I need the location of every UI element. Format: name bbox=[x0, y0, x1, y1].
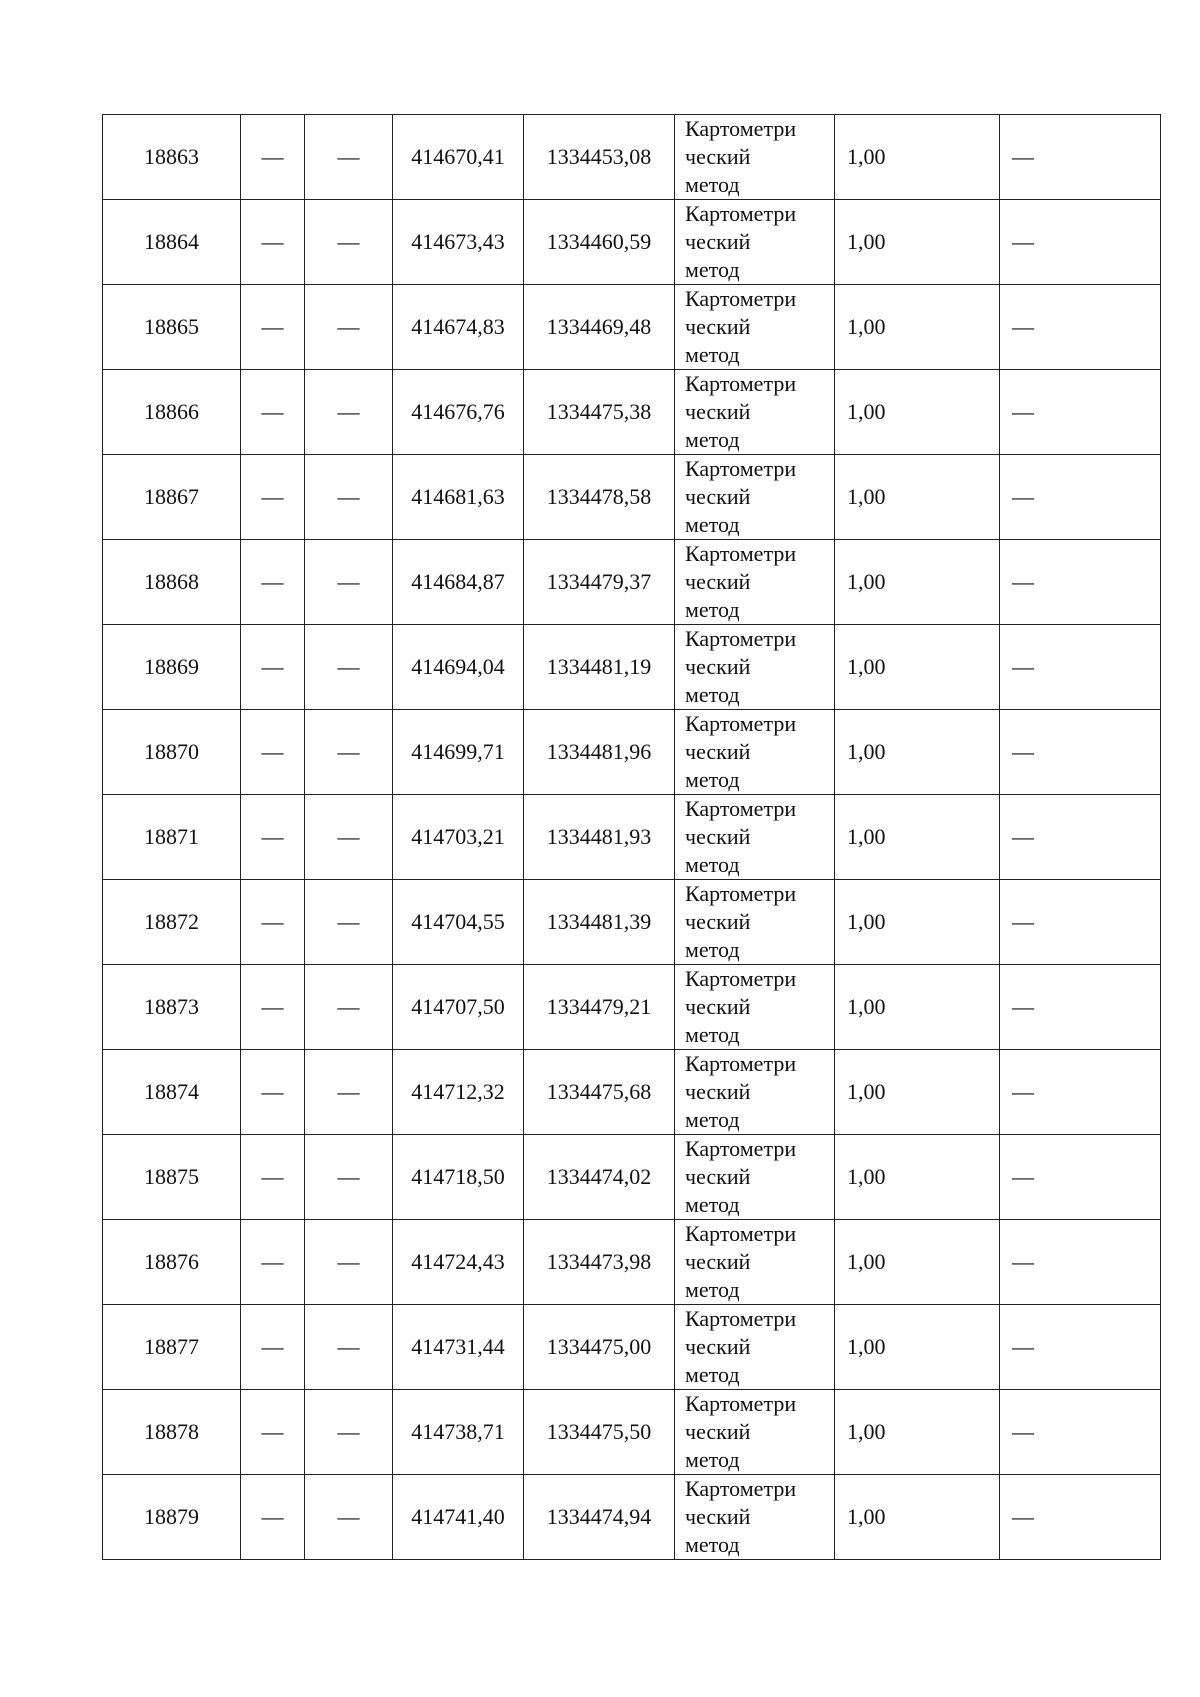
cell-accuracy: 1,00 bbox=[835, 200, 1000, 285]
cell-y: 1334479,37 bbox=[524, 540, 675, 625]
cell-last: — bbox=[1000, 1220, 1161, 1305]
cell-col3: — bbox=[305, 795, 393, 880]
cell-last: — bbox=[1000, 795, 1161, 880]
method-text: Картометри ческий метод bbox=[685, 1221, 797, 1302]
cell-method bbox=[675, 285, 835, 370]
cell-y: 1334481,93 bbox=[524, 795, 675, 880]
table-row bbox=[103, 370, 1161, 455]
cell-method bbox=[675, 540, 835, 625]
cell-point-number: 18863 bbox=[103, 115, 241, 200]
cell-y: 1334475,68 bbox=[524, 1050, 675, 1135]
cell-col2: — bbox=[241, 710, 305, 795]
cell-col3: — bbox=[305, 625, 393, 710]
cell-y: 1334460,59 bbox=[524, 200, 675, 285]
cell-last: — bbox=[1000, 1390, 1161, 1475]
cell-point-number: 18878 bbox=[103, 1390, 241, 1475]
cell-x: 414707,50 bbox=[393, 965, 524, 1050]
method-text: Картометри ческий метод bbox=[685, 881, 797, 962]
cell-x: 414684,87 bbox=[393, 540, 524, 625]
table-row bbox=[103, 1390, 1161, 1475]
cell-col2: — bbox=[241, 1475, 305, 1560]
cell-accuracy: 1,00 bbox=[835, 1390, 1000, 1475]
method-text: Картометри ческий метод bbox=[685, 626, 797, 707]
table-row bbox=[103, 1220, 1161, 1305]
cell-method bbox=[675, 455, 835, 540]
cell-accuracy: 1,00 bbox=[835, 795, 1000, 880]
cell-last: — bbox=[1000, 710, 1161, 795]
cell-col3: — bbox=[305, 1305, 393, 1390]
cell-col2: — bbox=[241, 285, 305, 370]
cell-accuracy: 1,00 bbox=[835, 710, 1000, 795]
cell-y: 1334473,98 bbox=[524, 1220, 675, 1305]
method-text: Картометри ческий метод bbox=[685, 116, 797, 197]
table-body bbox=[103, 115, 1161, 1560]
cell-accuracy: 1,00 bbox=[835, 285, 1000, 370]
table-row bbox=[103, 880, 1161, 965]
cell-method bbox=[675, 1220, 835, 1305]
method-text: Картометри ческий метод bbox=[685, 1051, 797, 1132]
cell-y: 1334475,38 bbox=[524, 370, 675, 455]
cell-col3: — bbox=[305, 965, 393, 1050]
cell-x: 414673,43 bbox=[393, 200, 524, 285]
table-row bbox=[103, 540, 1161, 625]
method-text: Картометри ческий метод bbox=[685, 201, 797, 282]
cell-x: 414670,41 bbox=[393, 115, 524, 200]
method-text: Картометри ческий метод bbox=[685, 711, 797, 792]
cell-point-number: 18872 bbox=[103, 880, 241, 965]
cell-last: — bbox=[1000, 1475, 1161, 1560]
cell-accuracy: 1,00 bbox=[835, 1135, 1000, 1220]
cell-accuracy: 1,00 bbox=[835, 965, 1000, 1050]
cell-col3: — bbox=[305, 200, 393, 285]
cell-accuracy: 1,00 bbox=[835, 1050, 1000, 1135]
cell-col3: — bbox=[305, 880, 393, 965]
cell-point-number: 18865 bbox=[103, 285, 241, 370]
cell-y: 1334478,58 bbox=[524, 455, 675, 540]
cell-col2: — bbox=[241, 115, 305, 200]
cell-method bbox=[675, 370, 835, 455]
cell-col2: — bbox=[241, 795, 305, 880]
cell-last: — bbox=[1000, 540, 1161, 625]
cell-col2: — bbox=[241, 1050, 305, 1135]
cell-x: 414724,43 bbox=[393, 1220, 524, 1305]
cell-method bbox=[675, 115, 835, 200]
cell-col2: — bbox=[241, 625, 305, 710]
cell-accuracy: 1,00 bbox=[835, 540, 1000, 625]
cell-col2: — bbox=[241, 965, 305, 1050]
cell-col2: — bbox=[241, 1305, 305, 1390]
cell-x: 414738,71 bbox=[393, 1390, 524, 1475]
cell-last: — bbox=[1000, 965, 1161, 1050]
cell-x: 414674,83 bbox=[393, 285, 524, 370]
cell-last: — bbox=[1000, 1050, 1161, 1135]
cell-point-number: 18866 bbox=[103, 370, 241, 455]
cell-y: 1334479,21 bbox=[524, 965, 675, 1050]
cell-method bbox=[675, 795, 835, 880]
cell-col3: — bbox=[305, 710, 393, 795]
cell-point-number: 18876 bbox=[103, 1220, 241, 1305]
cell-col2: — bbox=[241, 200, 305, 285]
method-text: Картометри ческий метод bbox=[685, 1476, 797, 1557]
cell-x: 414718,50 bbox=[393, 1135, 524, 1220]
method-text: Картометри ческий метод bbox=[685, 966, 797, 1047]
cell-y: 1334474,94 bbox=[524, 1475, 675, 1560]
method-text: Картометри ческий метод bbox=[685, 796, 797, 877]
cell-last: — bbox=[1000, 1135, 1161, 1220]
cell-point-number: 18869 bbox=[103, 625, 241, 710]
cell-last: — bbox=[1000, 455, 1161, 540]
cell-point-number: 18879 bbox=[103, 1475, 241, 1560]
method-text: Картометри ческий метод bbox=[685, 1391, 797, 1472]
cell-point-number: 18870 bbox=[103, 710, 241, 795]
method-text: Картометри ческий метод bbox=[685, 286, 797, 367]
method-text: Картометри ческий метод bbox=[685, 371, 797, 452]
cell-x: 414694,04 bbox=[393, 625, 524, 710]
table-row bbox=[103, 710, 1161, 795]
cell-last: — bbox=[1000, 1305, 1161, 1390]
cell-col2: — bbox=[241, 880, 305, 965]
cell-x: 414703,21 bbox=[393, 795, 524, 880]
method-text: Картометри ческий метод bbox=[685, 1306, 797, 1387]
cell-accuracy: 1,00 bbox=[835, 370, 1000, 455]
cell-col2: — bbox=[241, 455, 305, 540]
table-row bbox=[103, 1050, 1161, 1135]
cell-point-number: 18873 bbox=[103, 965, 241, 1050]
cell-col3: — bbox=[305, 455, 393, 540]
cell-col3: — bbox=[305, 285, 393, 370]
cell-point-number: 18875 bbox=[103, 1135, 241, 1220]
cell-y: 1334475,00 bbox=[524, 1305, 675, 1390]
cell-point-number: 18867 bbox=[103, 455, 241, 540]
table-row bbox=[103, 625, 1161, 710]
cell-point-number: 18874 bbox=[103, 1050, 241, 1135]
cell-method bbox=[675, 200, 835, 285]
cell-accuracy: 1,00 bbox=[835, 115, 1000, 200]
method-text: Картометри ческий метод bbox=[685, 1136, 797, 1217]
cell-x: 414712,32 bbox=[393, 1050, 524, 1135]
cell-x: 414681,63 bbox=[393, 455, 524, 540]
cell-col2: — bbox=[241, 1220, 305, 1305]
cell-method bbox=[675, 1135, 835, 1220]
cell-col3: — bbox=[305, 1475, 393, 1560]
cell-last: — bbox=[1000, 115, 1161, 200]
cell-method bbox=[675, 1050, 835, 1135]
cell-method bbox=[675, 880, 835, 965]
cell-y: 1334469,48 bbox=[524, 285, 675, 370]
cell-method bbox=[675, 1475, 835, 1560]
table-row bbox=[103, 285, 1161, 370]
cell-y: 1334453,08 bbox=[524, 115, 675, 200]
cell-col3: — bbox=[305, 1135, 393, 1220]
cell-method bbox=[675, 710, 835, 795]
cell-accuracy: 1,00 bbox=[835, 455, 1000, 540]
cell-x: 414731,44 bbox=[393, 1305, 524, 1390]
cell-method bbox=[675, 625, 835, 710]
cell-last: — bbox=[1000, 880, 1161, 965]
cell-accuracy: 1,00 bbox=[835, 880, 1000, 965]
cell-last: — bbox=[1000, 625, 1161, 710]
cell-method bbox=[675, 1305, 835, 1390]
table-row bbox=[103, 455, 1161, 540]
table-row bbox=[103, 115, 1161, 200]
table-row bbox=[103, 200, 1161, 285]
table-row bbox=[103, 795, 1161, 880]
cell-point-number: 18864 bbox=[103, 200, 241, 285]
cell-col3: — bbox=[305, 1220, 393, 1305]
cell-accuracy: 1,00 bbox=[835, 1305, 1000, 1390]
cell-col3: — bbox=[305, 1050, 393, 1135]
cell-col2: — bbox=[241, 1135, 305, 1220]
cell-point-number: 18877 bbox=[103, 1305, 241, 1390]
cell-col3: — bbox=[305, 370, 393, 455]
cell-last: — bbox=[1000, 200, 1161, 285]
table-row bbox=[103, 1305, 1161, 1390]
cell-col2: — bbox=[241, 540, 305, 625]
cell-col2: — bbox=[241, 370, 305, 455]
cell-y: 1334474,02 bbox=[524, 1135, 675, 1220]
method-text: Картометри ческий метод bbox=[685, 541, 797, 622]
cell-method bbox=[675, 1390, 835, 1475]
table-row bbox=[103, 1475, 1161, 1560]
cell-x: 414741,40 bbox=[393, 1475, 524, 1560]
cell-point-number: 18871 bbox=[103, 795, 241, 880]
cell-accuracy: 1,00 bbox=[835, 1220, 1000, 1305]
cell-last: — bbox=[1000, 370, 1161, 455]
cell-point-number: 18868 bbox=[103, 540, 241, 625]
cell-method bbox=[675, 965, 835, 1050]
table-row bbox=[103, 965, 1161, 1050]
cell-col3: — bbox=[305, 540, 393, 625]
cell-x: 414704,55 bbox=[393, 880, 524, 965]
method-text: Картометри ческий метод bbox=[685, 456, 797, 537]
cell-col3: — bbox=[305, 115, 393, 200]
cell-y: 1334475,50 bbox=[524, 1390, 675, 1475]
cell-x: 414676,76 bbox=[393, 370, 524, 455]
cell-accuracy: 1,00 bbox=[835, 625, 1000, 710]
cell-y: 1334481,39 bbox=[524, 880, 675, 965]
cell-accuracy: 1,00 bbox=[835, 1475, 1000, 1560]
cell-x: 414699,71 bbox=[393, 710, 524, 795]
coordinates-table bbox=[102, 114, 1161, 1560]
cell-col3: — bbox=[305, 1390, 393, 1475]
table-row bbox=[103, 1135, 1161, 1220]
cell-col2: — bbox=[241, 1390, 305, 1475]
cell-last: — bbox=[1000, 285, 1161, 370]
cell-y: 1334481,19 bbox=[524, 625, 675, 710]
cell-y: 1334481,96 bbox=[524, 710, 675, 795]
